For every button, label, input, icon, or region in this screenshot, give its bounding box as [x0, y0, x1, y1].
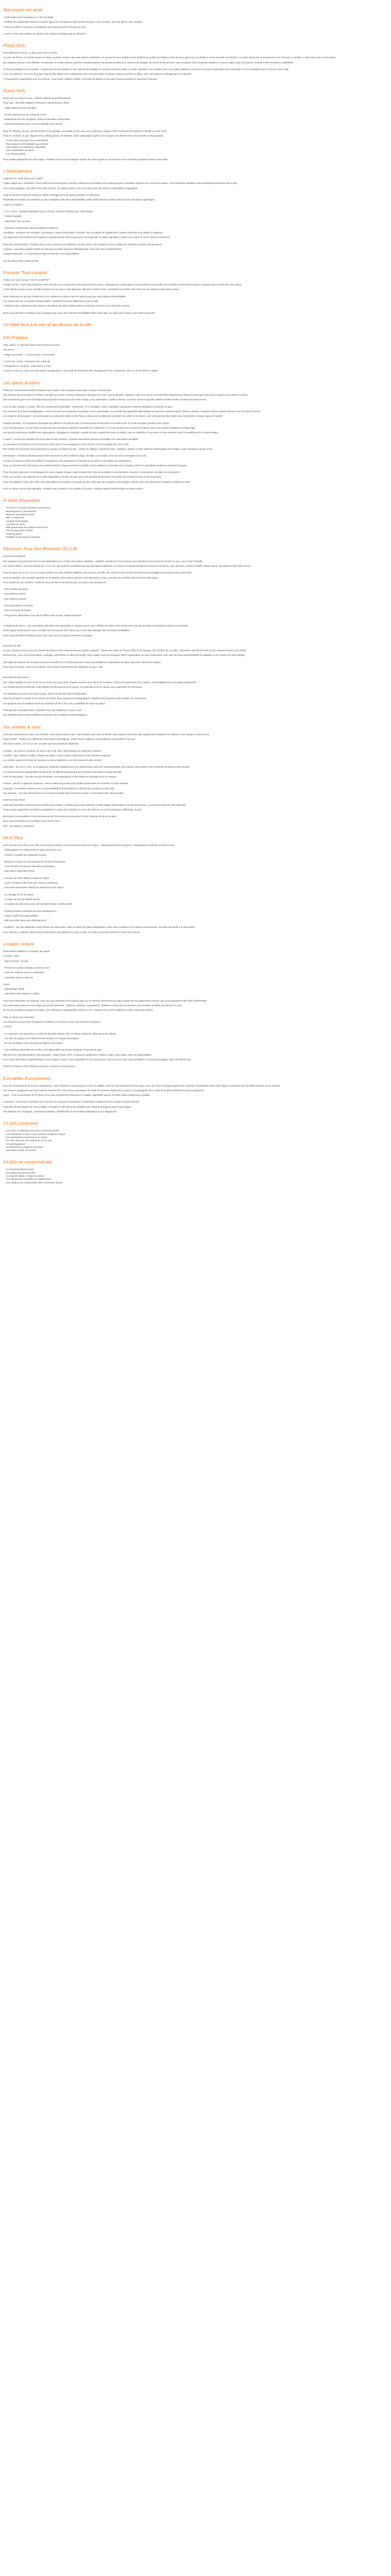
paragraph: Un animateur est présent à l'accueil tous les jours pour vous renseigner et vous orienter vers les activités de votre choix.: [3, 443, 129, 446]
paragraph: - Des soirées à thème: [3, 597, 26, 600]
paragraph: Zone de détente, de jeux, de découverte et de partage, accessible à tous, pour une expérience unique et des moments de bonheur en famille ou entre amis.: [3, 129, 167, 132]
paragraph: Pensez à réserver votre véhicule à l'avance, surtout en haute saison.: [3, 1065, 76, 1068]
paragraph: - Pension complète au restaurant du parc: [3, 853, 47, 856]
paragraph: Moments de fête: [3, 644, 21, 647]
paragraph: - Parking privatif à proximité de votre hébergement: [3, 909, 57, 912]
paragraph: À savoir :: [3, 1025, 13, 1028]
paragraph: Un lieu de partage et de rencontre : le parc permet aux familles et aux visiteurs de partager un moment convivial, dans un cadre agréable et accueillant, avec une équipe attentive, à l'écoute et toujours disponible pour vous aider et vous conseiller tout au long de votre visite.: [3, 68, 289, 71]
paragraph: - 2 ch. 4 pers : chambre parentale avec lit double, chambre enfants avec 2 lits simples: [3, 210, 93, 213]
paragraph: - Tarifs réduits pour les groupes: [3, 106, 37, 109]
paragraph: Pour les petits-déjeuners, la boulangerie du parc propose chaque matin du pain frais, des viennoiseries et des boissons chaudes, à consommer sur place ou à emporter.: [3, 471, 180, 474]
paragraph: Une cuisine équipée, une salle d'eau avec douche, un espace repas et un coin salon pour des séjours confortables et agréables.: [3, 187, 138, 190]
paragraph: Tarif : voir tableau ci-dessous: [3, 824, 34, 827]
paragraph: Pour vos balades à vélo, des vélos sont disponibles à la location à l'accueil du parc, ainsi que des casques et des sièges enfants, avec des itinéraires conseillés au départ du parc.: [3, 480, 191, 483]
list-item: • La taxe de séjour, à régler sur place: [6, 1175, 388, 1178]
list-item: • Parking gratuit: [6, 533, 388, 536]
paragraph: - Le linge de lit et de toilette fournis: [3, 897, 40, 901]
list-item: • Le wifi dans les espaces communs: [6, 1146, 388, 1149]
paragraph: - Boissons incluses au bar pendant les horaires d'ouverture: [3, 860, 66, 863]
paragraph: Chalet 2 chambres :: [3, 203, 25, 206]
paragraph: - Hébergement en chalet premium avec terrasse et vue: [3, 849, 61, 852]
paragraph: • Réservez dès maintenant votre séjour et bénéficiez de tarifs préférentiels en réservant à l'avance sur notre site internet.: [3, 304, 130, 308]
section: [3, 724, 388, 828]
paragraph: Logement en mobil-home tout confort: [3, 177, 43, 180]
section: [3, 270, 388, 315]
paragraph: - Terrasse couverte avec salon de jardin et barbecue: [3, 226, 58, 229]
paragraph: Les mineurs voyageant sans leurs parents doivent être munis d'une autorisation de sortie du territoire signée par un parent, accompagnée de la copie de la pièce d'identité du parent signataire.: [3, 1089, 205, 1092]
list-item: • Des espaces verts adaptés aux enfants: [6, 143, 388, 146]
list-item: • Les assurances annulation et rapatriement: [6, 1178, 388, 1181]
paragraph: Le parc se situe au cœur d'un site naturel exceptionnel, à proximité de nombreux sites touristiques et de commerces, avec un accès facile et rapide.: [3, 369, 158, 372]
paragraph: Notre équipe d'animateurs vous accueille tout au long de votre séjour pour vous faire partager des moments inoubliables.: [3, 629, 131, 632]
paragraph: Santé : il est recommandé de se munir de la carte européenne d'assurance maladie, disponible auprès de votre caisse d'assurance maladie.: [3, 1094, 151, 1097]
section: [3, 546, 388, 617]
list-item: • Laverie automatique: [6, 520, 388, 523]
paragraph: CONTACTEZ-NOUS: [3, 799, 25, 802]
paragraph: Pour les groupes scolaires et les centres de loisirs, des programmes pédagogiques adaptés sont proposés toute l'année, sur réservation.: [3, 697, 147, 700]
list-item: • Le parking gratuit: [6, 1143, 388, 1146]
paragraph: * Programmes d'animations pour les enfants : Jeux d'eau, Ateliers créatifs, Concours de dessin et bien plus encore pendant les vacances scolaires.: [3, 77, 158, 80]
section: [3, 835, 388, 934]
section: [3, 645, 388, 669]
paragraph: - Des spectacles et concerts: [3, 604, 33, 607]
paragraph: - Accès à l'espace bien-être avec sauna et hammam: [3, 882, 58, 885]
paragraph: Pour les plus jeunes, un mini-club encadré par des animateurs diplômés accueille les enfants de 4 à 12 ans pendant les vacances scolaires, avec des activités adaptées à chaque âge.: [3, 426, 196, 429]
section-title: Ce prix ne comprend pas: [3, 1159, 52, 1165]
paragraph: Informations relatives à la location de voiture: [3, 950, 50, 953]
section: [3, 7, 388, 36]
list-item: • Une restauration sur place: [6, 149, 388, 152]
paragraph: Des visites guidées du parc et de ses environs sont proposées chaque semaine pour découvrir la faune, la flore et le patrimoine de la région, accompagnées par nos guides passionnés.: [3, 681, 197, 684]
paragraph: Assurance : nous vous conseillons de souscrire une assurance annulation et assistance rapatriement pour partir en toute sérénité.: [3, 1100, 140, 1104]
paragraph: • Accès aux routes : Autoroute A75, sortie 26: [3, 360, 50, 363]
paragraph: Les animaux de la ferme pédagogique : venez découvrir nos animaux et participer à leur nourrissage, une activité très appréciée des enfants qui pourront caresser lapins, chèvres, poneys, moutons et bien d'autres animaux tout au long de l'année.: [3, 410, 262, 413]
paragraph: Notre différence: l'écrin, un lieu ouvert sur le monde: [3, 52, 57, 55]
paragraph: Pour plus d'informations sur les formalités, consultez le site officiel du ministère des Affaires étrangères avant votre départ.: [3, 1105, 132, 1108]
paragraph: Important : les enfants restent sous la responsabilité de leurs parents en dehors des horaires du mini-club.: [3, 787, 115, 790]
paragraph: Capacité d'accueil : 1 à 4 personnes selon la formule et les disponibilités.: [3, 252, 80, 256]
paragraph: * Programme disponible à l'accueil et affiché dans le parc chaque semaine.: [3, 614, 82, 617]
paragraph: - Accès illimité à toutes les activités et animations: [3, 865, 55, 868]
paragraph: Événements : pour vos anniversaires, mariages, séminaires ou fêtes de famille, notre équipe vous accompagne dans l'organisation de votre événement, avec des formules personnalisées et adaptées à vos envies et à votre budget.: [3, 654, 246, 657]
paragraph: Nous réservons un accueil chaleureux à nos visiteurs et mettons tout en œuvre pour que votre séjour soit inoubliable.: [3, 295, 126, 298]
paragraph: - Le ménage de fin de séjour: [3, 893, 34, 896]
paragraph: En cas de problème pendant la location, une assistance est disponible 24h/24 et 7j/7, contactez le numéro indiqué sur votre contrat de location.: [3, 1009, 154, 1012]
paragraph: Conditions : formule disponible toute l'année sur réservation, dans la limite des places disponibles, tarifs selon la saison et le nombre de personnes, acompte demandé à la réservation.: [3, 926, 196, 929]
list-item: • Bar et restaurant: [6, 516, 388, 519]
paragraph: Pour que vos vacances soient une réussite, nous avons pensé à tout : des activités pour toute la famille, des espaces sécurisés, des équipements adaptés aux enfants et une équipe à votre écoute.: [3, 733, 210, 736]
paragraph: Activités : jeux, ateliers créatifs, chasses au trésor, sorties nature, spectacles et bien d'autres surprises.: [3, 754, 111, 757]
bullet-list: [3, 139, 388, 155]
list-item: • Location de vélos: [6, 523, 388, 526]
list-item: • Une équipe accueillante et disponible: [6, 146, 388, 149]
paragraph: • Pour les cafés en terrasse et la fraîcheur des espaces verts et du parc la nuit: [3, 25, 86, 28]
paragraph: - Une sortie découverte offerte par personne et par séjour: [3, 886, 64, 889]
paragraph: Pour réserver, contactez notre service réservations par téléphone ou par e-mail, ou rendez-vous directement sur notre site internet.: [3, 930, 141, 934]
paragraph: Pour profiter de nos activités, il suffit de vous inscrire à l'accueil du parc ou auprès des animateurs.: [3, 581, 107, 584]
paragraph: Notre parc est ouvert à tous : enfants, parents et grands-parents: [3, 96, 71, 99]
paragraph: - Mini-club et club ados inclus: [3, 870, 35, 873]
paragraph: Nous vous attendons nombreux pour partager avec vous des moments inoubliables dans notre parc, au cœur de la nature, pour petits et grands !: [3, 311, 156, 314]
section-title: Formalités Européennes: [3, 1075, 51, 1081]
section: [3, 1076, 388, 1114]
paragraph: - Assurance tous risques en option: [3, 992, 40, 995]
list-item: • L'accès illimité au parc et aux activités pendant le séjour: [6, 1133, 388, 1136]
list-item: • Toilettes et douches accessibles: [6, 536, 388, 539]
paragraph: - Les frais de péage et de stationnement restent à la charge du locataire.: [3, 1037, 79, 1040]
paragraph: Espace bébé : location de matériel de puériculture (lit parapluie, chaise haute, baignoire, poussette) sur réservation à l'accueil.: [3, 737, 136, 740]
paragraph: Mini-club enfants : de 4 à 12 ans, encadré par des animateurs diplômés.: [3, 742, 79, 745]
section-title: Vos enfants & vous: [3, 724, 41, 730]
paragraph: Chaque année, nous vous proposons notre formule tout compris pour des vacances sans souci : hébergement, restauration et accès illimité à l'ensemble des activités et animations du parc pendant toute la durée de votre séjour.: [3, 283, 242, 286]
paragraph: Les inscriptions se font à l'accueil du parc, dans la limite des places disponibles.: [3, 692, 87, 696]
paragraph: Aire de jeux, parcours dans les arbres, mini-golf, jeux d'eau, terrain multisports, pétanque, tir à l'arc, tennis de table, balades à vélo ou à poney et randonnées pédestres au départ du parc pour découvrir la région et ses trésors cachés.: [3, 394, 248, 397]
section-title: Points forts: [3, 88, 25, 93]
paragraph: Les enfants pourront participer à des ateliers de découverte de la nature, du jardinage et de la cuisine, pour apprendre en s'amusant.: [3, 685, 143, 688]
paragraph: Nos équipes et le personnel sont à votre disposition pour rendre votre séjour agréable : activités, animations et excursions vous attendent tout au long de l'année au parc, pour toute la famille.: [3, 560, 203, 563]
paragraph: - Départ tardif selon disponibilités: [3, 914, 38, 917]
section: [3, 88, 388, 161]
paragraph: Pour toute réservation de véhicule, merci de vous adresser à l'accueil du parc ou de réserver directement en ligne auprès de nos partenaires loueurs, qui vous proposeront des tarifs préférentiels.: [3, 999, 207, 1002]
list-item: • Boulangerie et viennoiseries: [6, 510, 388, 513]
paragraph: Les activités peuvent être modifiées en fonction des conditions météorologiques.: [3, 714, 88, 717]
section: [3, 624, 388, 637]
section: [3, 1121, 388, 1152]
paragraph: Notes :: [3, 982, 11, 986]
paragraph: - Kilométrage illimité: [3, 988, 25, 991]
paragraph: Le parc organise tout au long de l'année des fêtes et des événements pour petits et grands : chasse aux œufs de Pâques, fête de la musique, feu d'artifice du 14 juillet, Halloween, marché de Noël et bien d'autres rendez-vous festifs.: [3, 649, 247, 652]
paragraph: - Âge minimum : 21 ans: [3, 959, 28, 962]
paragraph: Horaires : du lundi au vendredi, de 10h à 12h et de 15h à 18h pendant les vacances scolaires.: [3, 749, 102, 752]
document-page: [0, 0, 391, 1197]
section: [3, 941, 388, 1069]
paragraph: - Entrée gratuite pour les moins de 3 ans: [3, 113, 46, 116]
list-item: • Les animations en journée et en soirée: [6, 1136, 388, 1139]
paragraph: Profitez de notre formule "TOUT COMPRIS": [3, 278, 50, 281]
paragraph: Pour toute information complémentaire, notre équipe se tient à votre disposition à l'accueil du parc, tous les jours, pour vous renseigner et vous accompagner dans vos démarches.: [3, 1058, 192, 1061]
section-title: Les sports & loisirs: [3, 380, 40, 385]
paragraph: - Des ateliers créatifs: [3, 592, 26, 596]
paragraph: Prise et remise des véhicules :: [3, 1015, 36, 1019]
paragraph: Pour plus de renseignements, contactez-nous par téléphone ou par e-mail.: [3, 709, 82, 712]
paragraph: Pour nos visiteurs, une zone de pique-nique et des tables sont à disposition pour vous permettre de passer toute la journée sur place, avec des espaces ombragés pour se reposer.: [3, 73, 192, 76]
paragraph: Retrouvez nos actualités et nos événements sur les réseaux sociaux pour ne rien manquer de la vie du parc.: [3, 815, 118, 818]
bullet-list: [3, 506, 388, 539]
paragraph: Les lits seront faits à votre arrivée.: [3, 259, 39, 262]
paragraph: Nous vous attendons nombreux pour vivre avec nous de beaux moments de partage !: [3, 634, 93, 637]
paragraph: - Réductions pour les étudiants, seniors et familles nombreuses: [3, 118, 70, 121]
paragraph: Les enfants pourront se faire de nouveaux amis et repartiront avec des souvenirs plein la tête !: [3, 759, 103, 762]
paragraph: - Franchise selon le véhicule: [3, 976, 34, 979]
section: [3, 380, 388, 491]
paragraph: • En savoir plus sur nos tarifs et disponibilités, contactez-nous par téléphone ou par e-mail.: [3, 300, 99, 303]
paragraph: Animations de saison : des animations spéciales sont organisées à chaque saison, pour célébrer les fêtes et les événements de l'année dans une ambiance festive et conviviale.: [3, 624, 189, 627]
paragraph: - Permis de conduire depuis au moins 2 ans: [3, 966, 50, 969]
paragraph: • Transports en commun : Gare SNCF à 3 km: [3, 365, 51, 368]
paragraph: Moments de découverte: [3, 676, 29, 679]
list-item: • Accès direct aux jeux et aux animations: [6, 139, 388, 142]
section-title: L'hébergement: [3, 168, 32, 174]
paragraph: Chaque semaine, un programme d'activités est affiché à l'accueil du parc et vous permet de découvrir les rendez-vous à ne pas manquer pendant votre séjour.: [3, 421, 170, 425]
paragraph: Des espaces de jeux et de détente : le petit parc accueille enfants, parents et grands-parents qui peuvent profiter d'un moment de partage, de rire et de découverte, avec un grand choix d'activités adaptées à tous les âges, pour une journée réussie et des souvenirs inoubliables.: [3, 61, 294, 64]
section: [3, 1159, 388, 1184]
list-item: • Les nuits en hébergement selon la formule choisie: [6, 1129, 388, 1132]
paragraph: - Abonnement annuel pour un accès illimité toute l'année: [3, 123, 63, 126]
list-item: • Wifi gratuit dans les espaces communs: [6, 526, 388, 529]
paragraph: Remarques : certaines activités peuvent être soumises à des conditions d'âge, de taille ou de poids, merci de vous renseigner à l'accueil.: [3, 454, 147, 457]
paragraph: - Les conditions générales de location sont disponibles sur simple demande à l'accueil du parc.: [3, 1048, 103, 1052]
paragraph: Club ados : de 13 à 17 ans, un programme d'activités adaptées pour les adolescents, avec des tournois sportifs, des soirées, des sorties et des moments de détente entre jeunes.: [3, 766, 190, 769]
list-item: • Accueil et réception ouverts tous les jours: [6, 506, 388, 510]
paragraph: Pour toute demande, merci de contacter notre service événements par téléphone ou par e-mail.: [3, 665, 104, 668]
paragraph: Conseil : pensez à apporter chapeaux, crème solaire et gourdes pour profiter pleinement des activités en toute sérénité.: [3, 782, 129, 785]
paragraph: Pour profiter pleinement de votre séjour, n'hésitez pas à vous renseigner auprès de notre équipe sur les horaires et les activités proposées durant votre visite.: [3, 158, 169, 161]
paragraph: • Profitez de nombreuses saveurs et partez dans des scénarios et découvertes de jeux, à tout moment, en toute liberté, avec les jeux: [3, 21, 143, 24]
paragraph: Les véhicules peuvent être récupérés et restitués à l'accueil du parc aux horaires d'ouverture.: [3, 1020, 101, 1023]
paragraph: - Salle d'eau avec douche: [3, 219, 30, 223]
paragraph: Vous pouvez également consulter le programme complet des activités sur notre site internet ou sur les panneaux d'affichage du parc.: [3, 808, 143, 811]
paragraph: Location - Infos :: [3, 955, 21, 958]
paragraph: Parmi les nombreuses activités proposées par le parc, voici quelques idées pour occuper vos journées :: [3, 388, 112, 392]
paragraph: Nos partenaires proposent une large gamme de véhicules : citadines, berlines, monospaces, utilitaires et véhicules électriques, avec livraison possible directement au parc.: [3, 1004, 183, 1007]
list-item: • Aire de jeux pour enfants: [6, 529, 388, 532]
section-title: Nos expert ont aimé: [3, 7, 43, 12]
paragraph: Les groupes sont accueillis du lundi au vendredi, de 9h à 17h, avec possibilité de repas sur place.: [3, 702, 106, 705]
paragraph: Ce parc est l'écrin, un endroit unique et calme, en pleine nature, avec des arbres centenaires, ce qui permet aux enfants et aux familles de profiter de l'espace entre les jeux, parcours et activités en toute sécurité et à l'ombre. Un cadre idéal pour se ressourcer et se retrouver en famille ou entre amis tout en s'amusant.: [3, 56, 336, 59]
section: [3, 43, 388, 81]
section-title: Info Pratique: [3, 334, 28, 340]
paragraph: Chalet équipé de 2 chambres, d'une cuisine et d'une terrasse couverte: idéal pour les familles et les petits groupes souhaitant séjourner au cœur de la nature, à proximité des activités et des animations proposées par le parc.: [3, 182, 238, 185]
section-title: Un hôtel face à la mer et au-dessus de la ville: [3, 321, 92, 327]
list-item: • Les taxes et frais de service: [6, 1149, 388, 1152]
paragraph: Pour les plus sportifs, la région offre de nombreuses possibilités : randonnée, VTT, escalade, canoë, équitation, parapente et sports nautiques à proximité du parc.: [3, 405, 173, 408]
paragraph: - Carte de crédit au nom du conducteur: [3, 971, 44, 974]
paragraph: Pour les ressortissants de l'Union européenne : carte d'identité ou passeport en cours de validité. Pour les ressortissants d'autres pays, merci de vous renseigner auprès des autorités compétentes avant votre départ concernant les formalités d'entrée sur le territoire.: [3, 1084, 281, 1087]
paragraph: Pour tous : des tarifs adaptés, réductions, abonnements, offres: [3, 101, 69, 105]
paragraph: - Des excursions et sorties: [3, 609, 31, 612]
section: [3, 168, 388, 263]
section-title: À Votre Disposition: [3, 498, 40, 503]
paragraph: Pour un moment festif, découvrez nos soirées à thème chaque semaine et profitez d'une ambiance conviviale avec musique, danse et spécialités locales au restaurant du parc.: [3, 464, 188, 467]
list-item: • Le mini-club pour les enfants de 4 à 12 ans: [6, 1139, 388, 1142]
paragraph: Des services complémentaires sont proposés : siège enfant, GPS, conducteur additionnel, chaînes neige, porte-vélos, selon les disponibilités.: [3, 1053, 152, 1056]
bullet-list: [3, 1129, 388, 1152]
paragraph: - En cas de retard, merci de prévenir l'agence de location.: [3, 1042, 64, 1045]
paragraph: Vos animaux : nos amis les animaux ne sont pas acceptés dans l'enceinte du parc, à l'exception des chiens guides.: [3, 791, 124, 794]
paragraph: À savoir : l'accès aux activités est inclus dans le prix d'entrée, certaines animations peuvent nécessiter une réservation préalable.: [3, 438, 139, 441]
paragraph: - Un panier de bienvenue avec des produits locaux à votre arrivée: [3, 903, 73, 906]
list-item: • Un parking gratuit: [6, 152, 388, 156]
section-title: Location voiture: [3, 941, 35, 947]
paragraph: Linge de lit fourni, linge de toilette en option, ménage de fin de séjour possible sur demande.: [3, 194, 100, 197]
section-title: All In Plus: [3, 835, 23, 840]
section-title: Ce prix comprend: [3, 1121, 38, 1126]
paragraph: Les logements sont entièrement équipés et entretenus par notre équipe pour vous garantir un séjour agréable et sans souci, dans un cadre naturel et préservé.: [3, 236, 170, 239]
section: [3, 322, 388, 328]
paragraph: • Avoir le choix d'un espace au soleil et d'un espace ombragé pour se détendre: [3, 32, 86, 35]
section: [3, 498, 388, 539]
paragraph: • Plage à proximité : 1.2 km environ, 5 min à pied: [3, 353, 55, 356]
paragraph: Accès illimité au parc et aux activités pendant tout le séjour, petit-déjeuner, déjeuner et dîner inclus, animations en soirée, mini-club pour les enfants et bien plus encore.: [3, 288, 180, 291]
paragraph: Pour plus d'informations, n'hésitez pas à nous contacter par téléphone ou par e-mail, notre équipe se fera un plaisir de répondre à toutes vos questions.: [3, 243, 162, 246]
paragraph: Nous vous souhaitons un excellent séjour parmi nous !: [3, 820, 61, 823]
paragraph: Pour les ados de 13 à 17 ans, un espace dédié avec des activités adaptées, des tournois sportifs, des soirées et des sorties encadrées pour partager des moments forts entre amis.: [3, 571, 192, 574]
list-item: • Épicerie et produits locaux: [6, 513, 388, 516]
paragraph: Les clubs enfants : pour les enfants de 4 à 12 ans, des activités encadrées par des animateurs diplômés, du lundi au vendredi pendant les vacances scolaires, avec des jeux, ateliers créatifs, sorties nature, spectacles et bien plus encore.: [3, 564, 252, 567]
section-title: Découvrir Tous Nos Moments OCLUB: [3, 546, 77, 552]
paragraph: Vos accès :: [3, 348, 15, 351]
paragraph: Les espaces verts du parc : une promenade au milieu des arbres et des fleurs, idéale pour se détendre et profiter du calme de la nature, avec des bancs et des tables pour se reposer ou pique-niquer en famille.: [3, 415, 223, 418]
paragraph: Les parents peuvent ainsi profiter de moments de détente pendant que leurs enfants s'amusent en toute sécurité.: [3, 770, 122, 773]
paragraph: - Wifi haut débit dans votre hébergement: [3, 919, 46, 922]
paragraph: - Le carburant n'est pas inclus, le véhicule doit être restitué avec le même niveau de carburant qu'au départ.: [3, 1032, 117, 1035]
paragraph: Pour les adultes : des activités sportives et de détente, des soirées animées, des spectacles et des concerts pour profiter pleinement de votre séjour.: [3, 576, 159, 579]
section-title: Formule "Tout compris": [3, 269, 48, 275]
paragraph: Pour un séjour encore plus agréable, n'hésitez pas à réserver vos activités à l'avance, certaines places étant limitées en haute saison.: [3, 487, 144, 490]
paragraph: Moments d'exception: [3, 555, 26, 558]
paragraph: Animaux : nos amis à quatre pattes ne sont pas acceptés dans les hébergements, merci de votre compréhension.: [3, 247, 123, 250]
paragraph: Conditions : animaux non acceptés, non-fumeur, caution demandée à l'arrivée, taxe de séjour en supplément, horaires d'arrivée et de départ à respecter.: [3, 231, 164, 234]
section: [3, 335, 388, 373]
paragraph: Nos salles et espaces de réception peuvent accueillir de 10 à 200 personnes, avec la possibilité de restauration sur place par notre chef et son équipe.: [3, 660, 161, 664]
paragraph: Pour les visiteurs, le parc dispose d'un parking gratuit, de toilettes, d'une restauration rapide et d'un espace de détente avec des transats et des parasols.: [3, 134, 164, 138]
section-title: Points forts: [3, 43, 25, 48]
paragraph: • Cette salle et les mécaniques en son de plaisir: [3, 16, 54, 19]
bullet-list: [3, 1168, 388, 1184]
paragraph: Vos animaux de compagnie : passeport européen, identification et vaccination antirabique à jour obligatoires.: [3, 1110, 118, 1113]
paragraph: Une piscine extérieure chauffée avec pataugeoire, toboggans et transats, ouverte de mai à septembre selon la météo, pour se rafraîchir et s'amuser en toute sécurité sous la surveillance d'un maître-nageur.: [3, 431, 219, 434]
paragraph: Le parc se réserve le droit de modifier le programme des animations en fonction de la météo et du nombre de participants.: [3, 459, 132, 462]
paragraph: Des animations pour toute la famille sont proposées chaque jour par notre équipe : jeux, spectacles, soirées à thème, concerts, tournois sportifs, ateliers créatifs et bien d'autres surprises encore.: [3, 398, 207, 401]
paragraph: Votre séjour, ce qu'il faut savoir avant d'arriver au parc: [3, 343, 60, 346]
paragraph: Notre formule All In Plus vous offre encore plus de liberté et de confort pendant votre séjour : hébergement haut de gamme, restauration et activités premium inclus.: [3, 844, 175, 846]
paragraph: Pour toute question concernant les activités pour enfants, n'hésitez pas à vous adresser à notre équipe d'animation ou à l'accueil du parc, nous serons ravis de vous répondre.: [3, 803, 187, 806]
section: [3, 676, 388, 717]
paragraph: Pour vos courses, une épicerie est à votre disposition à l'entrée du parc avec des produits de première nécessité, des produits locaux et des souvenirs.: [3, 476, 162, 479]
paragraph: Pour les plus petits : une aire de jeux sécurisée, une pataugeoire et des espaces ombragés pour se reposer.: [3, 775, 117, 778]
paragraph: Possibilité de location à la semaine ou pour quelques nuits selon disponibilités, tarifs préférentiels en basse saison et pour les séjours prolongés.: [3, 198, 155, 201]
paragraph: - Cuisine équipée: [3, 215, 22, 218]
paragraph: - Des activités sportives: [3, 588, 28, 591]
paragraph: Des sorties et excursions sont proposées en groupe au départ du parc : visites de villages, marchés locaux, châteaux, grottes et sites naturels remarquables de la région, avec transport et guide inclus.: [3, 448, 214, 450]
list-item: • Les dépenses personnelles: [6, 1172, 388, 1175]
list-item: • Les options non mentionnées dans la formule choisie: [6, 1181, 388, 1184]
paragraph: - Location de vélos offerte pendant le séjour: [3, 876, 50, 879]
list-item: • Le transport jusqu'au parc: [6, 1168, 388, 1171]
